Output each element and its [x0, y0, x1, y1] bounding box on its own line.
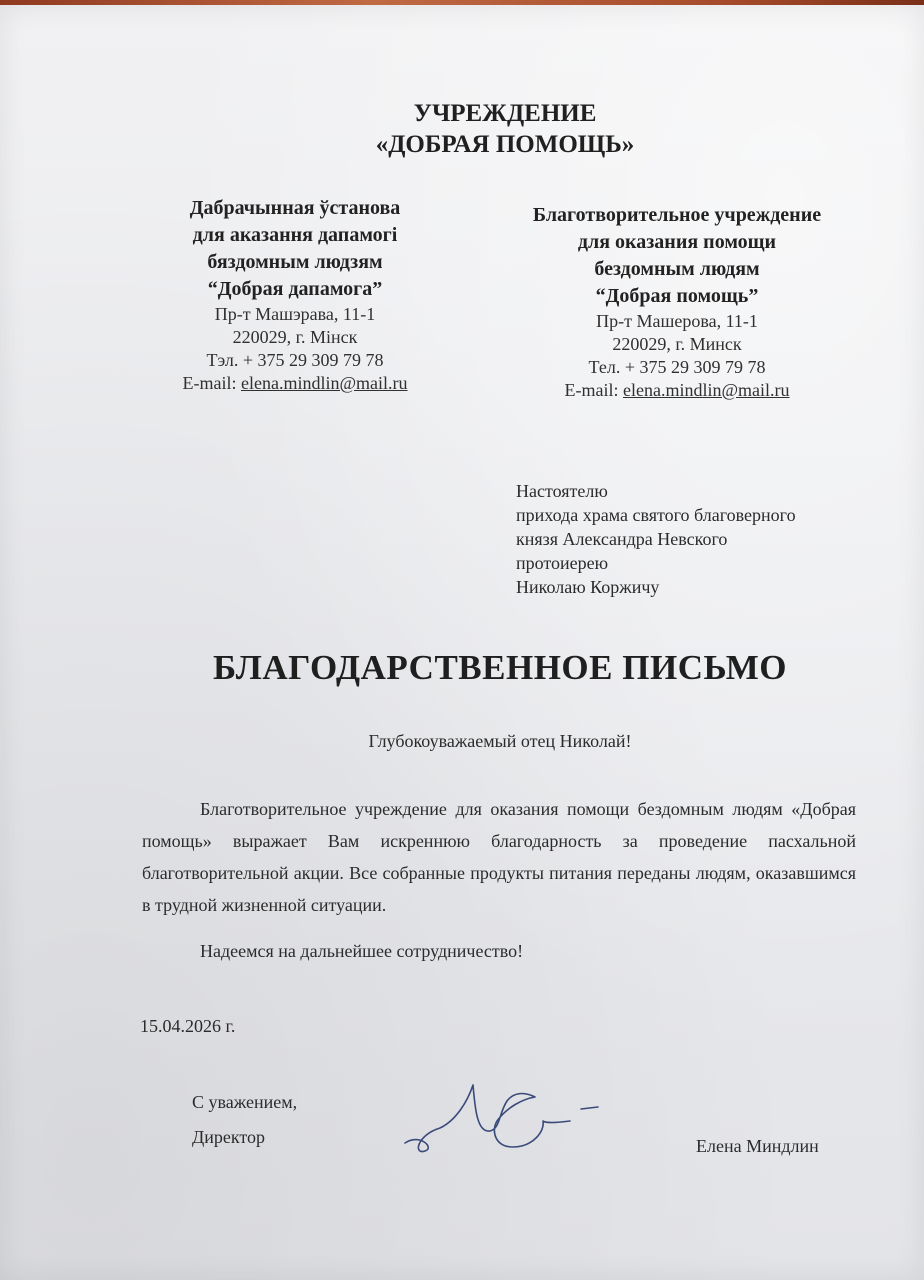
signer-name: Елена Миндлин [696, 1136, 819, 1156]
letterhead-be-line1: Дабрачынная ўстанова [189, 197, 401, 219]
recipient-line3: князя Александра Невского [516, 529, 728, 549]
letterhead-be-email-link[interactable]: elena.mindlin@mail.ru [240, 373, 408, 393]
letterhead-be-line4: “Добрая дапамога” [207, 278, 383, 300]
closing-line: Надеемся на дальнейшее сотрудничество! [200, 941, 524, 961]
letterhead-ru-line3: бездомным людям [594, 258, 760, 280]
recipient-line2: прихода храма святого благоверного [516, 505, 796, 525]
recipient-line1: Настоятелю [516, 481, 608, 501]
letterhead-ru-email [512, 379, 842, 402]
letterhead-ru-phone: Тел. + 375 29 309 79 78 [588, 357, 766, 377]
handwritten-signature [395, 1073, 615, 1163]
recipient-line4: протоиерею [516, 553, 609, 573]
letterhead-be-email-label: E-mail: [182, 373, 241, 393]
recipient-line5: Николаю Коржичу [516, 577, 660, 597]
regards-block [192, 1085, 297, 1155]
letterhead-russian [512, 202, 842, 402]
letter-body [142, 793, 856, 921]
letterhead-ru-line1: Благотворительное учреждение [532, 204, 822, 226]
letterhead-be-address: Пр-т Машэрава, 11-1 [214, 304, 376, 324]
recipient-block [516, 479, 876, 599]
regards-text: С уважением, [192, 1092, 298, 1112]
letter-title: БЛАГОДАРСТВЕННОЕ ПИСЬМО [213, 648, 787, 687]
organization-title-line1: УЧРЕЖДЕНИЕ [413, 100, 597, 127]
letterhead-ru-email-link[interactable]: elena.mindlin@mail.ru [622, 380, 790, 400]
letterhead-be-line3: бяздомным людзям [207, 251, 383, 273]
organization-title [300, 98, 710, 160]
letter-body-paragraph: Благотворительное учреждение для оказания помощи бездомным людям «Добрая помощь» выражает Вам искреннюю благодарность за проведение пасхальной благотворительной акции. Все собранные продукты питания переданы людям, оказавшимся в трудной жизненной ситуации. [142, 799, 856, 915]
letterhead-be-phone: Тэл. + 375 29 309 79 78 [206, 350, 384, 370]
letterhead-ru-email-label: E-mail: [564, 380, 623, 400]
salutation: Глубокоуважаемый отец Николай! [368, 731, 632, 751]
signer-position: Директор [192, 1127, 266, 1147]
letterhead-ru-address: Пр-т Машерова, 11-1 [596, 311, 758, 331]
letterhead-belarusian [130, 195, 460, 395]
letterhead-ru-city: 220029, г. Минск [612, 334, 742, 354]
letterhead-be-email [130, 372, 460, 395]
letterhead-be-city: 220029, г. Мінск [232, 327, 358, 347]
letterhead-ru-line4: “Добрая помощь” [595, 285, 759, 307]
letter-sheet [0, 5, 924, 1280]
letterhead-ru-line2: для оказания помощи [577, 231, 777, 253]
organization-title-line2: «ДОБРАЯ ПОМОЩЬ» [375, 131, 635, 158]
letter-date: 15.04.2026 г. [140, 1016, 236, 1036]
letterhead-be-line2: для аказання дапамогі [192, 224, 398, 246]
